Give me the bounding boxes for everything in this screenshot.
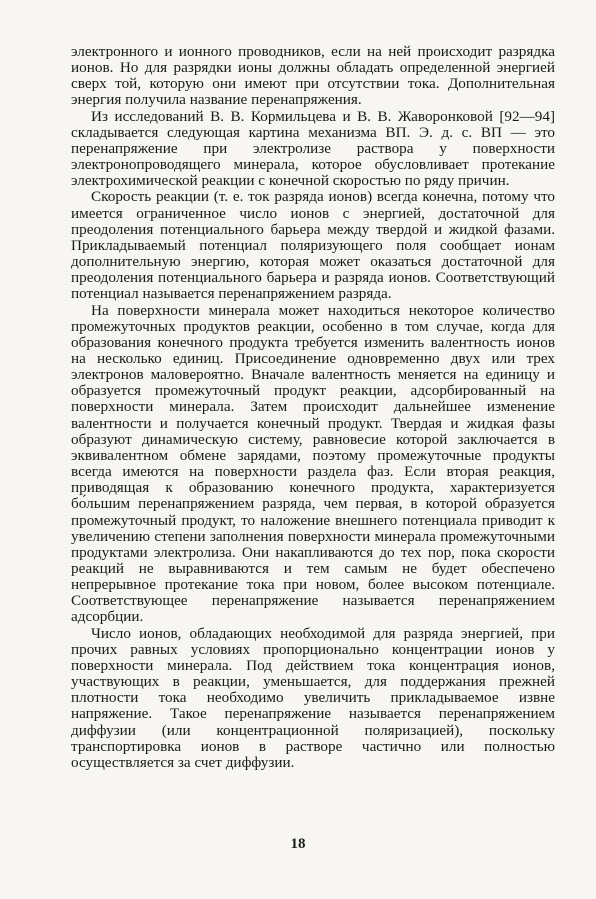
paragraph: Из исследований В. В. Кормильцева и В. В. Жаворонковой [92—94] складывается следующая картина механизма ВП. Э. д. с. ВП — это перенапряжение при электролизе раствора у поверхности электронопроводящего минерала, которое обусловливает протекание электрохимической реакции с конечной скоростью по ряду причин. [71, 107, 555, 190]
body-text [71, 44, 555, 771]
paragraph: На поверхности минерала может находиться некоторое количество промежуточных продуктов реакции, особенно в том случае, когда для образования конечного продукта требуется изменить валентность ионов на несколько единиц. Присоединение одновременно двух или трех электронов маловероятно. Вначале валентность меняется на единицу и образуется промежуточный продукт реакции, адсорбированный на поверхности минерала. Затем происходит дальнейшее изменение валентности и получается конечный продукт. Твердая и жидкая фазы образуют динамическую систему, равновесие которой заключается в эквивалентном обмене зарядами, поэтому промежуточные продукты всегда имеются на поверхности раздела фаз. Если вторая реакция, приводящая к образованию конечного продукта, характеризуется бо́льшим перенапряжением разряда, чем первая, в которой образуется промежуточный продукт, то наложение внешнего потенциала приводит к увеличению степени заполнения поверхности минерала промежуточными продуктами электролиза. Они накапливаются до тех пор, пока скорости реакций не выравниваются и тем самым не будет обеспечено непрерывное протекание тока при новом, более высоком потенциале. Соответствующее перенапряжение называется перенапряжением адсорбции. [71, 301, 555, 626]
page-number: 18 [290, 836, 306, 852]
paragraph: Число ионов, обладающих необходимой для разряда энергией, при прочих равных условиях пропорционально концентрации ионов у поверхности минерала. Под действием тока концентрация ионов, участвующих в реакции, уменьшается, для поддержания прежней плотности тока необходимо увеличить прикладываемое извне напряжение. Такое перенапряжение называется перенапряжением диффузии (или концентрационной поляризацией), поскольку транспортировка ионов в растворе частично или полностью осуществляется за счет диффузии. [71, 624, 555, 771]
paragraph: Скорость реакции (т. е. ток разряда ионов) всегда конечна, потому что имеется ограниченное число ионов с энергией, достаточной для преодоления потенциального барьера между твердой и жидкой фазами. Прикладываемый потенциал поляризующего поля сообщает ионам дополнительную энергию, которая может оказаться достаточной для преодоления потенциального барьера и разряда ионов. Соответствующий потенциал называется перенапряжением разряда. [71, 188, 555, 303]
paragraph-continued: электронного и ионного проводников, если на ней происходит разрядка ионов. Но для разрядки ионы должны обладать определенной энергией сверх той, которую они имеют при отсутствии тока. Дополнительная энергия получила название перенапряжения. [71, 43, 555, 109]
